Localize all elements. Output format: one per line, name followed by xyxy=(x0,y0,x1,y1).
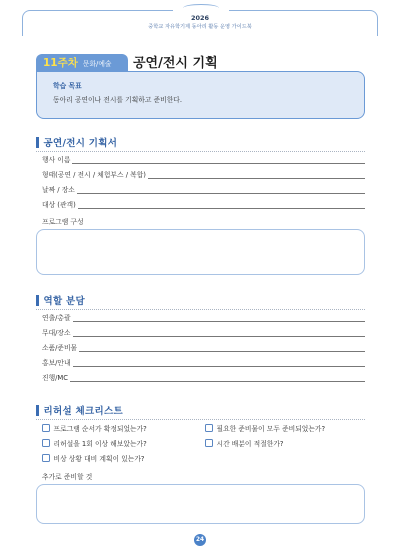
extra-prep-label: 추가로 준비할 것 xyxy=(42,473,93,481)
checklist-text: 프로그램 순서가 확정되었는가? xyxy=(53,425,147,433)
section-plan-heading xyxy=(36,135,117,149)
field-label: 진행/MC xyxy=(42,374,69,382)
checkbox[interactable] xyxy=(205,424,213,432)
learning-goal-box xyxy=(36,71,365,119)
section-title: 리허설 체크리스트 xyxy=(43,406,123,417)
field-label: 형태(공연 / 전시 / 체험부스 / 복합) xyxy=(42,171,146,179)
checklist-text: 시간 배분이 적절한가? xyxy=(216,440,284,448)
week-number: 11주차 xyxy=(43,57,78,69)
section-divider xyxy=(36,151,365,152)
write-line[interactable] xyxy=(148,178,365,179)
write-line[interactable] xyxy=(79,351,365,352)
checklist-text: 리허설을 1회 이상 해보았는가? xyxy=(53,440,147,448)
page-title: 공연/전시 기획 xyxy=(133,56,218,71)
checkbox[interactable] xyxy=(42,454,50,462)
section-title: 역할 분담 xyxy=(43,296,86,307)
week-tab xyxy=(36,54,128,71)
program-textarea[interactable] xyxy=(36,229,365,275)
checklist-text: 필요한 준비물이 모두 준비되었는가? xyxy=(216,425,326,433)
field-label: 소품/준비물 xyxy=(42,344,78,352)
extra-prep-textarea[interactable] xyxy=(36,484,365,524)
write-line[interactable] xyxy=(77,193,365,194)
week-category: 문화/예술 xyxy=(82,59,112,68)
field-role-mc[interactable] xyxy=(42,373,365,383)
write-line[interactable] xyxy=(73,336,365,337)
checklist-item[interactable] xyxy=(42,453,145,463)
header-year: 2026 xyxy=(190,14,210,22)
section-rehearsal-heading xyxy=(36,403,123,417)
section-title: 공연/전시 기획서 xyxy=(43,138,118,149)
section-marker xyxy=(36,405,39,416)
checklist-item[interactable] xyxy=(205,438,284,448)
field-event-name[interactable] xyxy=(42,155,365,165)
field-label: 날짜 / 장소 xyxy=(42,186,75,194)
page-number: 24 xyxy=(194,534,206,546)
checkbox[interactable] xyxy=(205,439,213,447)
field-date-place[interactable] xyxy=(42,185,365,195)
checkbox[interactable] xyxy=(42,439,50,447)
roof-ornament xyxy=(183,4,219,12)
learning-goal-label: 학습 목표 xyxy=(53,82,82,90)
header-subtitle: 중학교 자유학기제 동아리 활동 운영 가이드북 xyxy=(148,24,252,30)
field-label: 홍보/안내 xyxy=(42,359,71,367)
section-divider xyxy=(36,419,365,420)
write-line[interactable] xyxy=(72,163,365,164)
field-label: 대상 (관객) xyxy=(42,201,76,209)
checklist-item[interactable] xyxy=(42,423,147,433)
write-line[interactable] xyxy=(73,366,365,367)
write-line[interactable] xyxy=(73,321,365,322)
section-roles-heading xyxy=(36,293,85,307)
field-role-props[interactable] xyxy=(42,343,365,353)
field-audience[interactable] xyxy=(42,200,365,210)
field-label: 무대/장소 xyxy=(42,329,71,337)
field-role-director[interactable] xyxy=(42,313,365,323)
section-divider xyxy=(36,309,365,310)
learning-goal-text: 동아리 공연이나 전시를 기획하고 준비한다. xyxy=(53,96,182,104)
field-role-stage[interactable] xyxy=(42,328,365,338)
section-marker xyxy=(36,137,39,148)
checkbox[interactable] xyxy=(42,424,50,432)
field-label: 행사 이름 xyxy=(42,156,71,164)
checklist-text: 비상 상황 대비 계획이 있는가? xyxy=(53,455,145,463)
section-marker xyxy=(36,295,39,306)
field-role-promotion[interactable] xyxy=(42,358,365,368)
write-line[interactable] xyxy=(70,381,365,382)
program-label: 프로그램 구성 xyxy=(42,218,84,226)
field-format[interactable] xyxy=(42,170,365,180)
checklist-item[interactable] xyxy=(42,438,147,448)
checklist-item[interactable] xyxy=(205,423,325,433)
write-line[interactable] xyxy=(78,208,365,209)
field-label: 연출/총괄 xyxy=(42,314,71,322)
